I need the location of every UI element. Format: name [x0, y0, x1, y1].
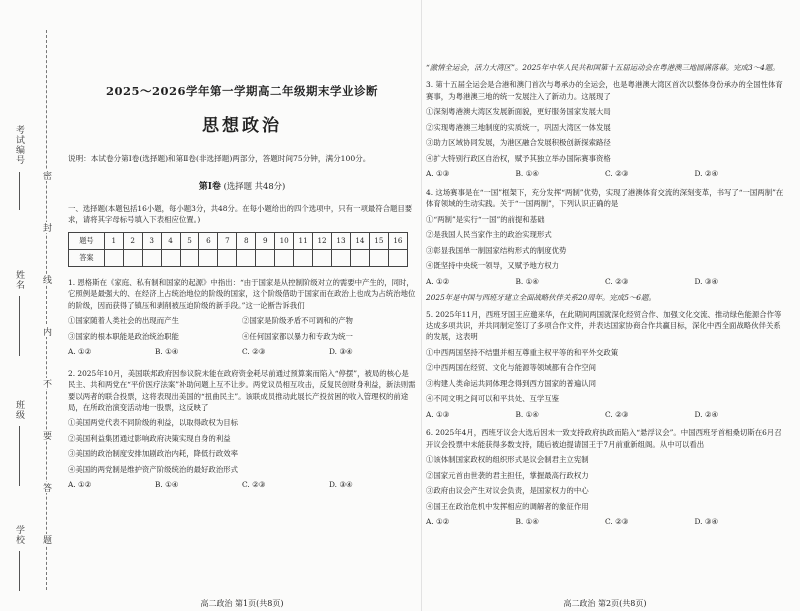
question-stem: 5. 2025年11月，西班牙国王应邀来华，在此期间两国就深化经贸合作、加强文化交流、推动绿色能源合作等达成多项共识，并共同制定签订了多项合作文件，并表达国家协商合作共赢目标，深化中西全面战略伙伴关系的发展，这表明 [426, 309, 782, 342]
question-number-cell: 3 [142, 232, 161, 249]
exam-title: 2025～2026学年第一学期高二年级期末学业诊断 [105, 84, 378, 98]
answer-cell[interactable] [123, 249, 142, 266]
answer-cell[interactable] [313, 249, 332, 266]
answer-choices [426, 516, 784, 527]
question-5 [426, 309, 784, 421]
option-item: ①深刻粤港澳大湾区发展新面貌，更好服务国家发展大局 [426, 107, 611, 117]
choice-a: A. ①② [426, 276, 450, 286]
question-number-cell: 7 [218, 232, 237, 249]
answer-table-head: 答案 [69, 249, 105, 266]
question-number-cell: 2 [123, 232, 142, 249]
choice-c: C. ②③ [242, 347, 266, 357]
question-number-cell: 1 [104, 232, 123, 249]
page-2: “激情全运会，活力大湾区”。2025年中华人民共和国第十五届运动会在粤港澳三地圆满落幕。完成3～4题。 3. 第十五届全运会是合港和澳门首次与粤承办的全运会，也是粤港澳大湾区首次以整体身份承办的全国性体育赛事，为粤港澳三地的统一发展注入了新动力。这展现了 ①深刻粤港澳大湾区发展新面貌，更好服务国家发展大局 ②实现粤港澳三地制度的实质统一，巩固大湾区一体发展 ③助力区域协同发展，为港区融合发展积极创新探索路径 ④扩大特别行政区自治权，赋予其独立举办国际赛事资格 A. ①③ B. ①④ C. ②③ D. ②④ 4. 这场赛事是在“一国”框架下，充分发挥“两制”优势，实现了港澳体育交流的深刻变革，书写了“一国两制”在体育领域的生动实践。关于“一国两制”，下列认识正确的是 ①“两制”是实行“一国”的前提和基础 ②是我国人民当家作主的政治实现形式 ③彰显我国单一制国家结构形式的制度优势 ④既坚持中央统一领导，又赋予地方权力 A. ①② B. ①④ C. ②③ D. ③④ 2025年是中国与西班牙建立全面战略伙伴关系20周年。完成5～6题。 5. 2025年11月，西班牙国王应邀来华，在此期间两国就深化经贸合作、加强文化交流、推动绿色能源合作等达成多项共识，并共同制定签订了多项合作文件，并表达国家协商合作共赢目标，深化中西全面战略伙伴关系的发展，这表明 ①中西两国坚持不结盟并相互尊重主权平等的和平外交政策 ②中西两国在经贸、文化与能源等领域都有合作空间 ③构建人类命运共同体理念得到西方国家的普遍认同 ④不同文明之间可以和平共处、互学互鉴 A. ①③ B. ①④ C. ②③ D. ②④ 6. 2025年4月，西班牙议会大选后因未一致支持政府执政而陷入“悬浮议会”。中国西班牙首相桑切斯在6月召开议会投票中未能获得多数支持，随后被迫提请国王于7月前重新组阁。从中可以看出 ①该体制国家政权的组织形式是议会制君主立宪制 ②国家元首由世袭的君主担任，掌握最高行政权力 ③政府由议会产生对议会负责，是国家权力的中心 ④国王在政治危机中发挥相应的调解者的象征作用 A. ①② B. ①④ C. ②③ D. ③④ 高二政治 第2页(共8页) [426, 63, 784, 608]
choice-d: D. ③④ [329, 480, 353, 490]
name-field[interactable] [19, 296, 20, 356]
material-intro: 2025年是中国与西班牙建立全面战略伙伴关系20周年。完成5～6题。 [426, 293, 656, 303]
option-item: ③构建人类命运共同体理念得到西方国家的普遍认同 [426, 378, 596, 388]
seal-char: 要 [41, 431, 51, 440]
question-number-cell: 8 [237, 232, 256, 249]
question-number-cell: 10 [275, 232, 294, 249]
option-item: ③美国的政治制度安排加剧政治内耗，降低行政效率 [68, 449, 238, 459]
choice-c: C. ②③ [605, 169, 629, 179]
option-item: ②美国利益集团通过影响政府决策实现自身的利益 [68, 433, 231, 443]
answer-cell[interactable] [256, 249, 275, 266]
option-item: ③彰显我国单一制国家结构形式的制度优势 [426, 245, 567, 255]
choice-a: A. ①② [68, 347, 92, 357]
answer-cell[interactable] [237, 249, 256, 266]
class-field[interactable] [19, 426, 20, 486]
choice-d: D. ③④ [694, 276, 719, 286]
option-item: ③国家的根本职能是政治统治职能 [68, 331, 179, 341]
seal-char: 密 [41, 171, 51, 180]
choice-d: D. ③④ [329, 347, 353, 357]
binding-margin [0, 0, 60, 611]
school-label: 学校 [14, 525, 24, 545]
answer-cell[interactable] [350, 249, 369, 266]
question-stem: 4. 这场赛事是在“一国”框架下，充分发挥“两制”优势，实现了港澳体育交流的深刻变革，书写了“一国两制”在体育领域的生动实践。关于“一国两制”，下列认识正确的是 [426, 187, 784, 209]
choice-b: B. ①④ [515, 276, 539, 286]
choice-b: B. ①④ [155, 347, 179, 357]
question-6 [426, 427, 784, 527]
answer-cell[interactable] [275, 249, 294, 266]
question-number-cell: 13 [332, 232, 351, 249]
choice-b: B. ①④ [515, 409, 539, 419]
answer-choices [426, 409, 784, 420]
answer-cell[interactable] [218, 249, 237, 266]
school-field[interactable] [19, 551, 20, 591]
question-number-cell: 9 [256, 232, 275, 249]
question-stem: 3. 第十五届全运会是合港和澳门首次与粤承办的全运会，也是粤港澳大湾区首次以整体身份承办的全国性体育赛事，为粤港澳三地的统一发展注入了新动力。这展现了 [426, 80, 783, 101]
page-1: 2025～2026学年第一学期高二年级期末学业诊断 思想政治 说明：本试卷分第Ⅰ卷(选择题)和第Ⅱ卷(非选择题)两部分，答题时间75分钟，满分100分。 第Ⅰ卷 (选择题 共48分) 一、选择题(本题包括16小题，每小题3分，共48分。在每小题给出的四个选项中，只有一项最符合题目要求，请将其字母标号填入下表相应位置。) 题号 1 2 3 4 5 6 7 8 9 10 11 12 13 14 15 16 答案 1. 恩格斯在《家庭、私有制和国家的起源》中指出：“由于国家是从控制阶级对立的需要中产生的，同时，它照例是最强大的、在经济上占统治地位的阶级的国家，这个阶级借助于国家而在政治上也成为占统治地位的阶级，因而获得了镇压和剥削被压迫阶级的新手段。”这一论断告诉我们 ①国家随着人类社会的出现而产生 ②国家是阶级矛盾不可调和的产物 ③国家的根本职能是政治统治职能 ④任何国家都以暴力和专政为统一 A. ①② B. ①④ C. ②③ D. ③④ 2. 2025年10月，美国联邦政府因参议院未能在政府资金耗尽前通过预算案而陷入“停摆”，被局的核心是民主、共和两党在“平价医疗法案”补助问题上互不让步。两党议员相互攻击，反复民创财身利益，新法则需要以两者的联合投票，这将表现出美国的“扭曲民主”。该联成员推动此展长产投贫困的收入管理权的前途局，在所政治演变活动地一股票，这反映了 ①美国两党代表不同阶级的利益，以取得政权为目标 ②美国利益集团通过影响政府决策实现自身的利益 ③美国的政治制度安排加剧政治内耗，降低行政效率 ④美国的两党制是维护资产阶级统治的最好政治形式 A. ①② B. ①④ C. ②③ D. ③④ 高二政治 第1页(共8页) [68, 84, 416, 608]
class-label: 班级 [14, 400, 24, 420]
answer-table-head: 题号 [69, 232, 105, 249]
question-number-cell: 15 [369, 232, 388, 249]
exam-number-field[interactable] [19, 172, 20, 210]
subject-title: 思想政治 [202, 115, 282, 136]
choice-a: A. ①③ [426, 169, 450, 179]
seal-char: 题 [41, 535, 51, 544]
choice-c: C. ②③ [605, 409, 629, 419]
seal-char: 封 [41, 223, 51, 232]
answer-cell[interactable] [388, 249, 407, 266]
choice-c: C. ②③ [242, 480, 266, 490]
option-item: ①美国两党代表不同阶级的利益，以取得政权为目标 [68, 418, 238, 428]
choice-b: B. ①④ [515, 169, 539, 179]
exam-description: 说明：本试卷分第Ⅰ卷(选择题)和第Ⅱ卷(非选择题)两部分，答题时间75分钟，满分100分。 [68, 154, 371, 164]
option-item: ④任何国家都以暴力和专政为统一 [242, 331, 353, 341]
answer-choices [426, 276, 784, 287]
option-item: ①中西两国坚持不结盟并相互尊重主权平等的和平外交政策 [426, 347, 619, 357]
option-item: ④既坚持中央统一领导，又赋予地方权力 [426, 261, 560, 271]
choice-a: A. ①② [426, 517, 450, 527]
option-item: ②中西两国在经贸、文化与能源等领域都有合作空间 [426, 363, 596, 373]
answer-table-number-row [69, 232, 408, 249]
question-3 [426, 79, 784, 179]
answer-cell[interactable] [104, 249, 123, 266]
choice-c: C. ②③ [605, 517, 629, 527]
option-item: ①该体制国家政权的组织形式是议会制君主立宪制 [426, 455, 589, 465]
option-item: ④扩大特别行政区自治权，赋予其独立举办国际赛事资格 [426, 153, 611, 163]
seal-char: 不 [41, 379, 51, 388]
answer-cell[interactable] [180, 249, 199, 266]
question-number-cell: 16 [388, 232, 407, 249]
answer-cell[interactable] [369, 249, 388, 266]
option-row [68, 315, 416, 326]
section-heading [68, 180, 416, 195]
option-item: ②是我国人民当家作主的政治实现形式 [426, 230, 552, 240]
choice-instruction: 一、选择题(本题包括16小题，每小题3分，共48分。在每小题给出的四个选项中，只有一项最符合题目要求，请将其字母标号填入下表相应位置。) [68, 203, 413, 225]
option-item: ②国家是阶级矛盾不可调和的产物 [242, 316, 353, 326]
page-fold [421, 0, 422, 611]
question-number-cell: 12 [313, 232, 332, 249]
answer-choices [68, 346, 416, 357]
seal-char: 内 [41, 327, 51, 336]
choice-d: D. ②④ [694, 409, 719, 419]
answer-table-answer-row [69, 249, 408, 266]
material-intro: “激情全运会，活力大湾区”。2025年中华人民共和国第十五届运动会在粤港澳三地圆满落幕。完成3～4题。 [426, 63, 780, 72]
question-stem: 2. 2025年10月，美国联邦政府因参议院未能在政府资金耗尽前通过预算案而陷入“停摆”，被局的核心是民主、共和两党在“平价医疗法案”补助问题上互不让步。两党议员相互攻击，反复民创财身利益，新法则需要以两者的联合投票，这将表现出美国的“扭曲民主”。该联成员推动此展长产投贫困的收入管理权的前途局，在所政治演变活动地一股票，这反映了 [68, 368, 416, 413]
name-label: 姓名 [14, 270, 24, 290]
answer-cell[interactable] [332, 249, 351, 266]
option-item: ④美国的两党制是维护资产阶级统治的最好政治形式 [68, 464, 238, 474]
question-1 [68, 277, 416, 358]
answer-cell[interactable] [199, 249, 218, 266]
seal-char: 答 [41, 483, 51, 492]
choice-d: D. ③④ [694, 517, 719, 527]
seal-char: 线 [41, 275, 51, 284]
question-number-cell: 14 [350, 232, 369, 249]
question-number-cell: 6 [199, 232, 218, 249]
seal-line [46, 30, 47, 590]
choice-b: B. ①④ [515, 517, 539, 527]
question-stem: 6. 2025年4月，西班牙议会大选后因未一致支持政府执政而陷入“悬浮议会”。中国西班牙首相桑切斯在6月召开议会投票中未能获得多数支持，随后被迫提请国王于7月前重新组阁。从中可以看出 [426, 428, 782, 449]
question-number-cell: 11 [294, 232, 313, 249]
section-note: (选择题 共48分) [223, 180, 286, 191]
choice-c: C. ②③ [605, 276, 629, 286]
answer-choices [68, 479, 416, 490]
question-number-cell: 5 [180, 232, 199, 249]
option-row [68, 331, 416, 342]
option-item: ①国家随着人类社会的出现而产生 [68, 316, 179, 326]
section-title: 第Ⅰ卷 [198, 181, 221, 192]
answer-choices [426, 168, 784, 179]
option-item: ③政府由议会产生对议会负责，是国家权力的中心 [426, 486, 589, 496]
exam-number-label: 考试编号 [14, 125, 24, 165]
answer-table [68, 232, 408, 267]
answer-cell[interactable] [142, 249, 161, 266]
option-item: ③助力区域协同发展，为港区融合发展积极创新探索路径 [426, 138, 611, 148]
answer-cell[interactable] [161, 249, 180, 266]
choice-b: B. ①④ [155, 480, 179, 490]
question-stem: 1. 恩格斯在《家庭、私有制和国家的起源》中指出：“由于国家是从控制阶级对立的需要中产生的，同时，它照例是最强大的、在经济上占统治地位的阶级的国家，这个阶级借助于国家而在政治上也成为占统治地位的阶级，因而获得了镇压和剥削被压迫阶级的新手段。”这一论断告诉我们 [68, 277, 416, 310]
question-4 [426, 187, 784, 287]
answer-cell[interactable] [294, 249, 313, 266]
question-2 [68, 368, 416, 491]
option-item: ①“两制”是实行“一国”的前提和基础 [426, 214, 545, 224]
question-number-cell: 4 [161, 232, 180, 249]
option-item: ④不同文明之间可以和平共处、互学互鉴 [426, 394, 560, 404]
choice-a: A. ①② [68, 480, 92, 490]
option-item: ②国家元首由世袭的君主担任，掌握最高行政权力 [426, 470, 589, 480]
choice-d: D. ②④ [694, 169, 719, 179]
option-item: ②实现粤港澳三地制度的实质统一，巩固大湾区一体发展 [426, 122, 611, 132]
option-item: ④国王在政治危机中发挥相应的调解者的象征作用 [426, 501, 589, 511]
choice-a: A. ①③ [426, 409, 450, 419]
